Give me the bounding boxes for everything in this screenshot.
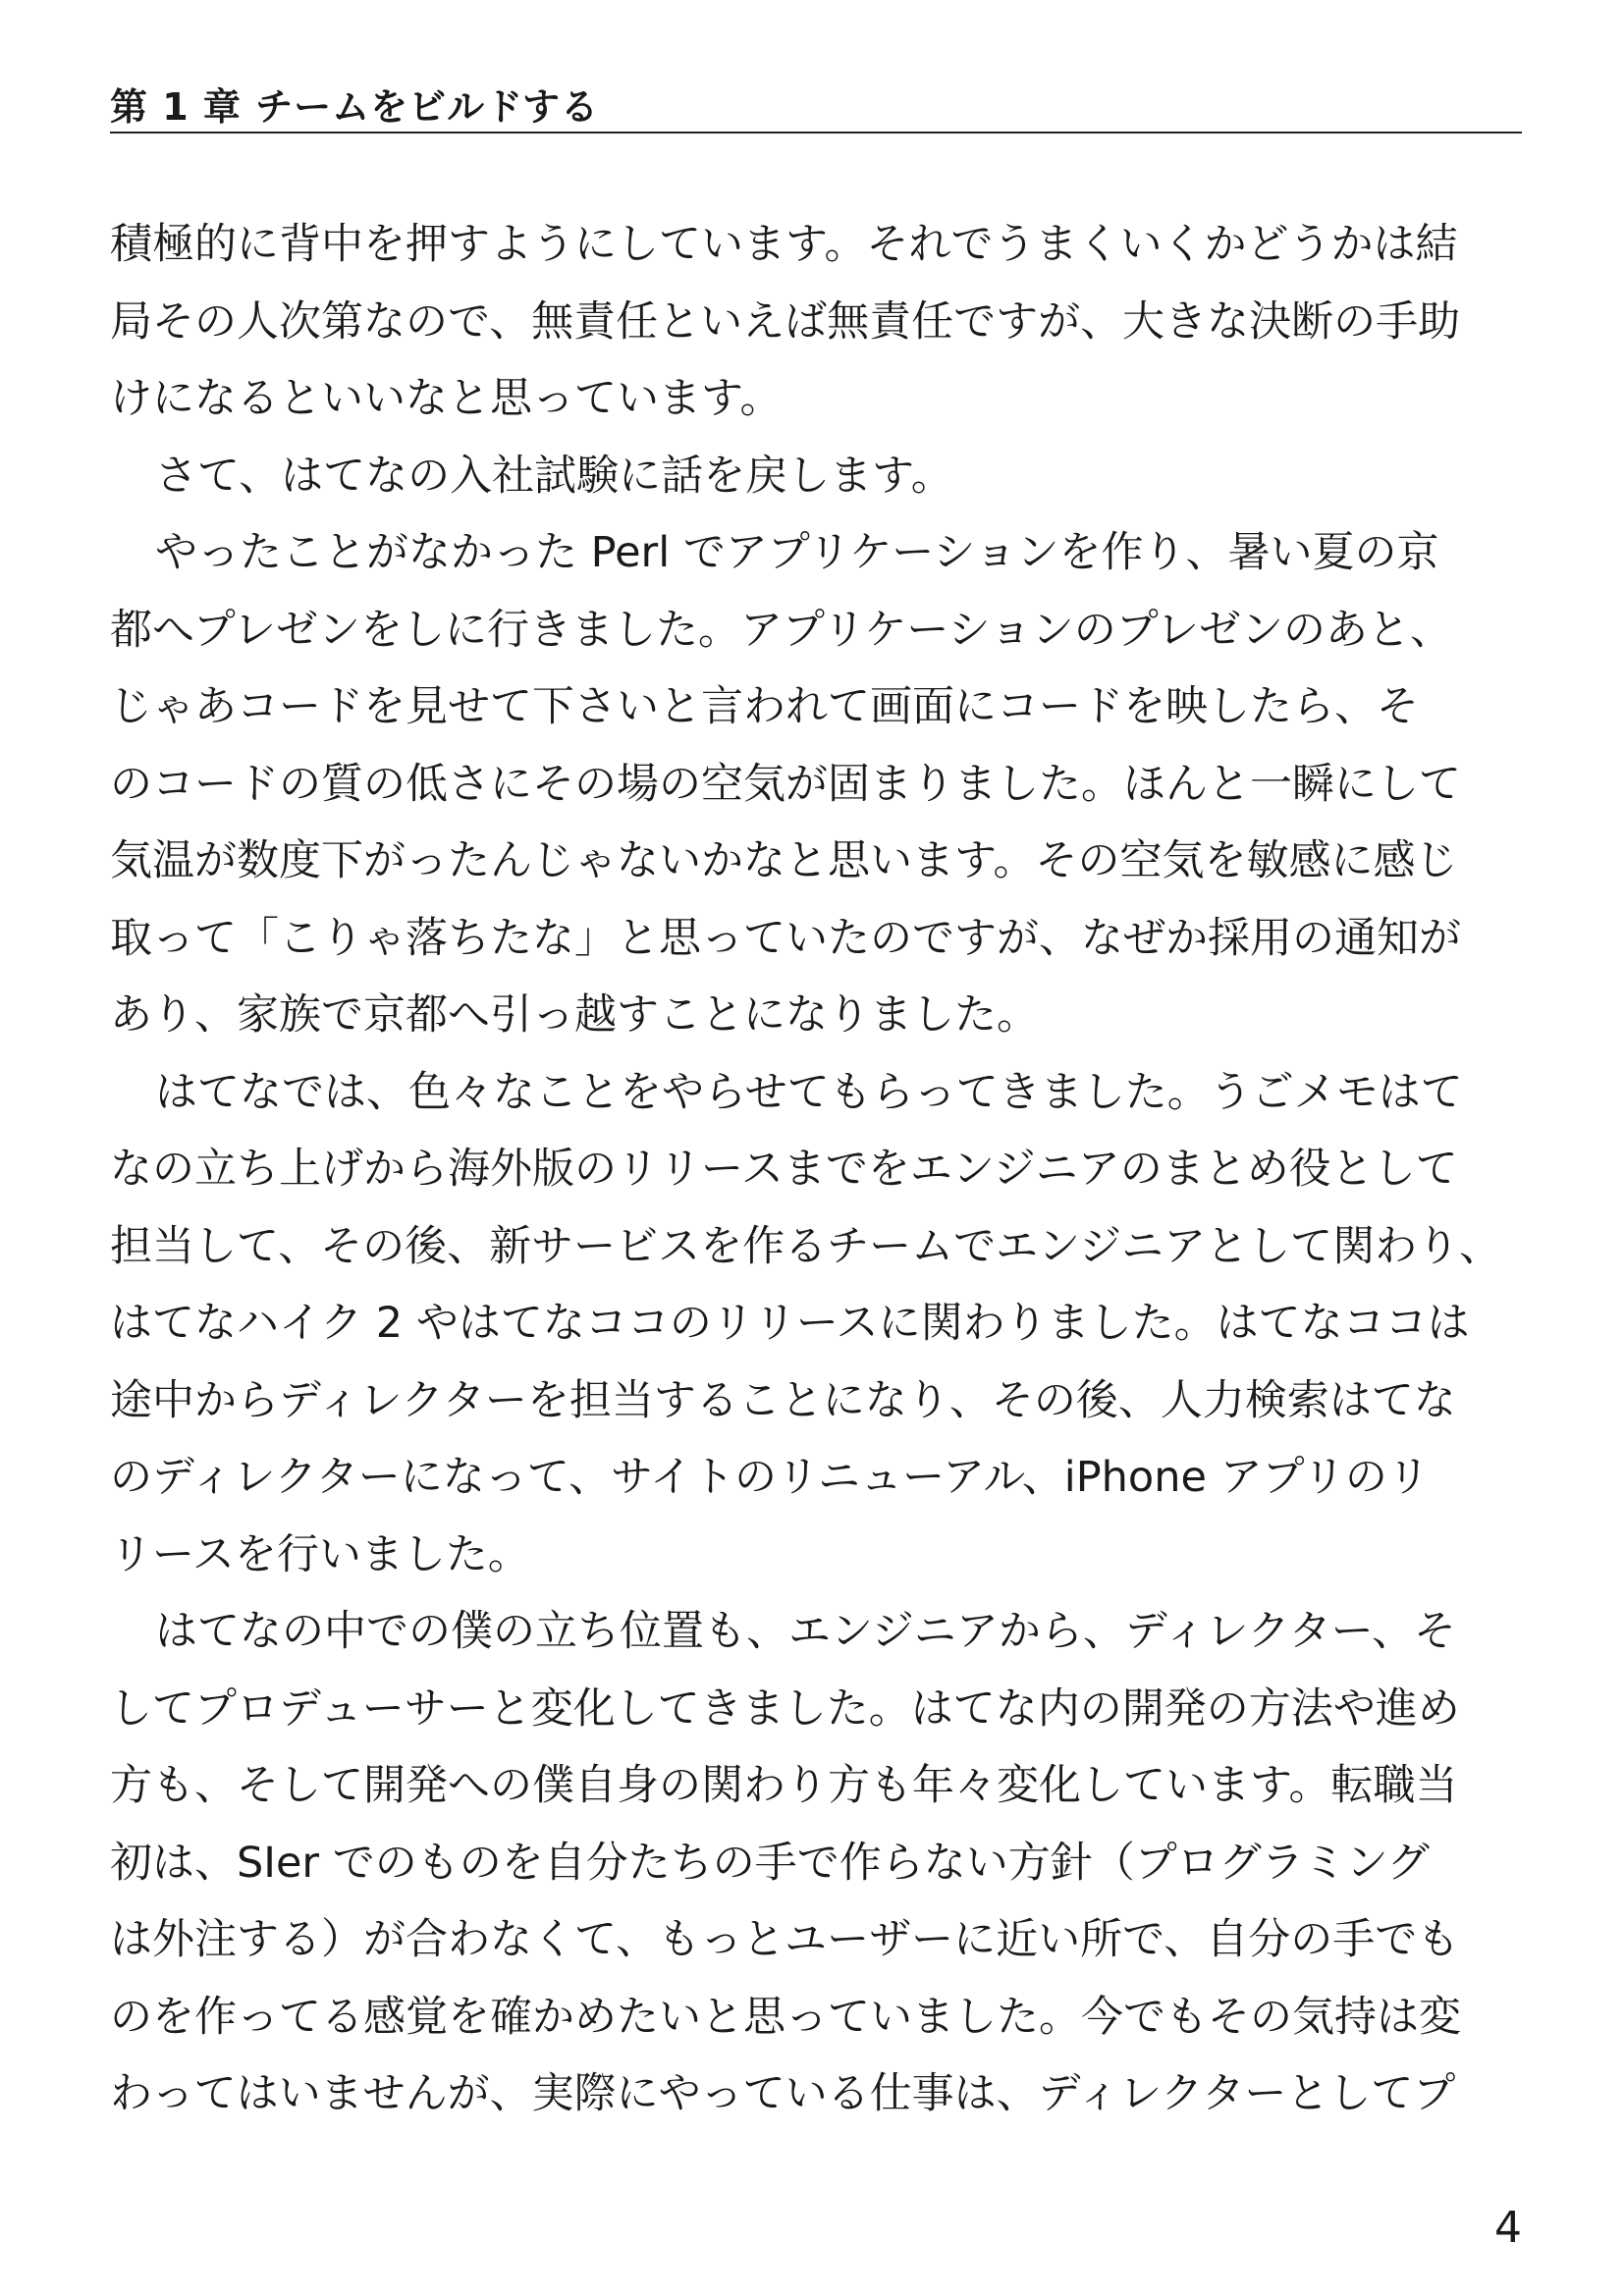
text-line: けになるといいなと思っています。: [110, 374, 783, 423]
text-line: じゃあコードを見せて下さいと言われて画面にコードを映したら、そ: [110, 682, 1419, 731]
text-line: やったことがなかった Perl でアプリケーションを作り、暑い夏の京: [155, 528, 1439, 577]
text-line: あり、家族で京都へ引っ越すことになりました。: [110, 990, 1039, 1040]
running-header: [110, 69, 1522, 133]
text-line: 担当して、その後、新サービスを作るチームでエンジニアとして関わり、: [110, 1221, 1502, 1271]
body-text: [110, 206, 1522, 2133]
text-line: 途中からディレクターを担当することになり、その後、人力検索はてな: [110, 1375, 1456, 1425]
text-line: 取って「こりゃ落ちたな」と思っていたのですが、なぜか採用の通知が: [110, 913, 1461, 963]
text-line: のコードの質の低さにその場の空気が固まりました。ほんと一瞬にして: [110, 759, 1461, 809]
text-line: はてなの中での僕の立ち位置も、エンジニアから、ディレクター、そ: [155, 1607, 1457, 1656]
text-line: のディレクターになって、サイトのリニューアル、iPhone アプリのリ: [110, 1453, 1430, 1502]
text-line: なの立ち上げから海外版のリリースまでをエンジニアのまとめ役として: [110, 1145, 1458, 1194]
text-line: さて、はてなの入社試験に話を戻します。: [155, 451, 953, 501]
text-line: してプロデューサーと変化してきました。はてな内の開発の方法や進め: [110, 1683, 1460, 1734]
text-line: はてなでは、色々なことをやらせてもらってきました。うごメモはて: [155, 1067, 1463, 1117]
text-line: はてなハイク 2 やはてなココのリリースに関わりました。はてなココは: [110, 1299, 1470, 1348]
text-line: 局その人次第なので、無責任といえば無責任ですが、大きな決断の手助: [110, 296, 1461, 347]
text-line: は外注する）が合わなくて、もっとユーザーに近い所で、自分の手でも: [110, 1915, 1460, 1964]
text-line: のを作ってる感覚を確かめたいと思っていました。今でもその気持は変: [110, 1992, 1461, 2042]
chapter-title: 第 1 章 チームをビルドする: [110, 85, 599, 129]
text-line: わってはいませんが、実際にやっている仕事は、ディレクターとしてプ: [110, 2069, 1456, 2118]
text-line: 気温が数度下がったんじゃないかなと思います。その空気を敏感に感じ: [110, 836, 1458, 885]
text-line: 方も、そして開発への僕自身の関わり方も年々変化しています。転職当: [110, 1761, 1458, 1810]
text-line: 都へプレゼンをしに行きました。アプリケーションのプレゼンのあと、: [110, 605, 1452, 655]
page-number: 4: [1494, 2203, 1522, 2253]
text-line: 初は、SIer でのものを自分たちの手で作らない方針（プログラミング: [110, 1838, 1430, 1888]
text-line: 積極的に背中を押すようにしています。それでうまくいくかどうかは結: [110, 220, 1458, 269]
text-line: リースを行いました。: [110, 1529, 530, 1579]
